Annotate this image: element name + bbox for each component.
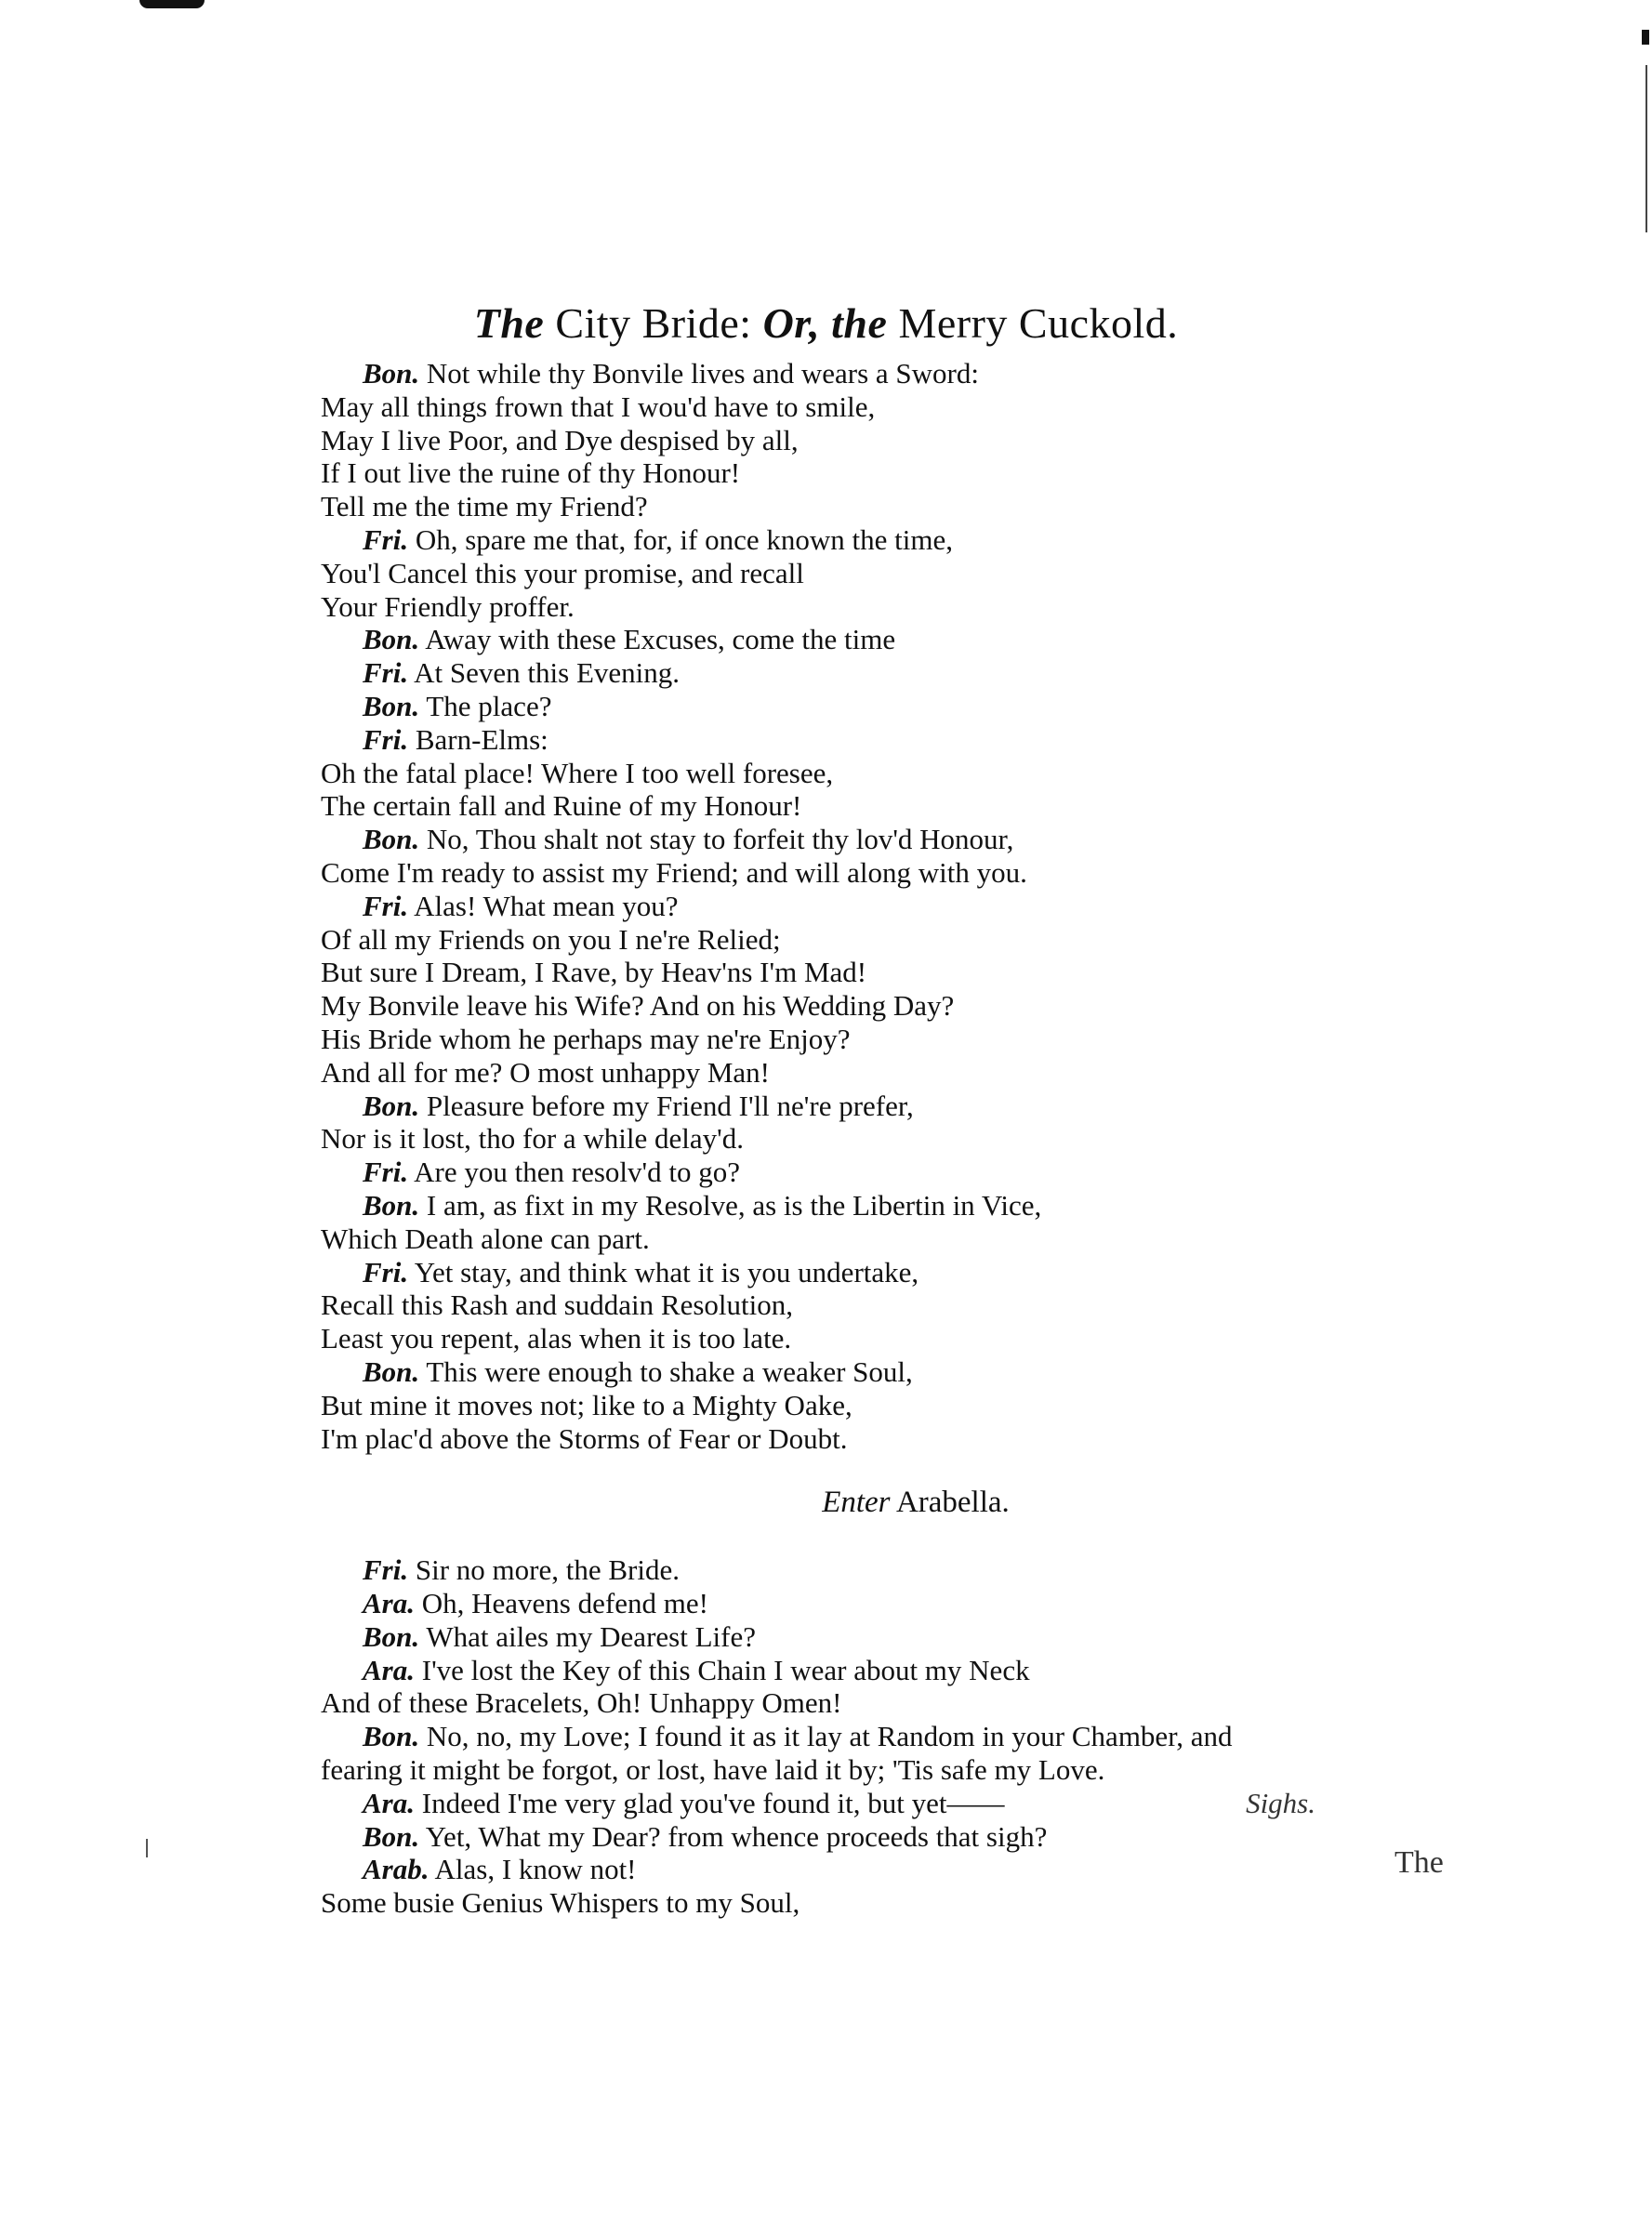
verse-line <box>321 1587 1474 1620</box>
verse-line <box>321 390 1474 424</box>
verse-line <box>321 1686 1474 1720</box>
speaker-name: Bon. <box>363 623 420 656</box>
line-content <box>321 1288 793 1321</box>
line-content <box>363 1355 913 1388</box>
speaker-name: Bon. <box>363 357 420 390</box>
verse-line <box>321 656 1474 690</box>
line-text: Least you repent, alas when it is too late. <box>321 1322 792 1355</box>
line-content <box>363 1620 756 1653</box>
line-text: Oh, spare me that, for, if once known the time, <box>408 522 953 556</box>
line-text: Of all my Friends on you I ne're Relied; <box>321 922 781 956</box>
verse-line <box>321 757 1474 790</box>
speaker-name: Arab. <box>363 1853 430 1886</box>
verse-line <box>321 1853 1474 1886</box>
dialogue-block-1 <box>321 357 1474 1455</box>
speaker-name: Ara. <box>363 1653 415 1686</box>
scan-rule-right <box>1645 65 1647 232</box>
scan-mark-top-right <box>1642 30 1649 45</box>
line-text: Come I'm ready to assist my Friend; and will along with you. <box>321 855 1027 889</box>
stage-direction <box>321 1470 1474 1535</box>
speaker-name: Ara. <box>363 1786 415 1819</box>
speaker-name: Bon. <box>363 1188 420 1222</box>
line-text: I've lost the Key of this Chain I wear about my Neck <box>415 1653 1030 1686</box>
speaker-name: Bon. <box>363 823 420 856</box>
verse-line <box>321 1288 1474 1322</box>
dialogue-block-2 <box>321 1553 1474 1920</box>
title-or-the: Or, the <box>762 299 888 347</box>
verse-line <box>321 1156 1474 1189</box>
line-content <box>321 1023 850 1055</box>
line-content <box>363 1553 680 1586</box>
line-content <box>321 456 740 489</box>
line-text: fearing it might be forgot, or lost, have laid it by; 'Tis safe my Love. <box>321 1753 1105 1787</box>
line-content <box>363 656 680 689</box>
verse-line <box>321 623 1474 656</box>
speaker-name: Bon. <box>363 1089 420 1122</box>
line-content <box>321 1322 791 1354</box>
speaker-name: Bon. <box>363 1819 420 1853</box>
line-text: Alas! What mean you? <box>408 889 679 922</box>
verse-line <box>321 1886 1474 1920</box>
verse-line <box>321 1023 1474 1056</box>
verse-line <box>321 789 1474 823</box>
verse-line <box>321 1355 1474 1389</box>
line-text: The certain fall and Ruine of my Honour! <box>321 789 802 823</box>
line-content <box>321 923 781 956</box>
verse-line <box>321 1787 1474 1820</box>
speaker-name: Fri. <box>363 522 409 556</box>
line-text: Your Friendly proffer. <box>321 589 575 623</box>
line-text: Pleasure before my Friend I'll ne're prefer, <box>419 1089 914 1122</box>
line-content <box>321 1222 650 1255</box>
speaker-name: Bon. <box>363 1720 420 1753</box>
line-text: Alas, I know not! <box>429 1853 637 1886</box>
line-content <box>363 823 1013 855</box>
line-content <box>321 1886 800 1919</box>
line-content <box>363 723 548 756</box>
speaker-name: Fri. <box>363 656 409 690</box>
line-text: This were enough to shake a weaker Soul, <box>419 1354 913 1388</box>
line-content <box>321 557 804 589</box>
line-content <box>321 390 875 423</box>
verse-line <box>321 1322 1474 1355</box>
verse-line <box>321 956 1474 989</box>
stage-direction-name: Arabella. <box>890 1486 1010 1520</box>
verse-line <box>321 823 1474 856</box>
line-text: You'l Cancel this your promise, and recall <box>321 556 804 589</box>
verse-line <box>321 723 1474 757</box>
verse-line <box>321 856 1474 890</box>
verse-line <box>321 1820 1474 1854</box>
verse-line <box>321 1654 1474 1687</box>
stage-aside: Sighs. <box>1246 1786 1315 1819</box>
speaker-name: Fri. <box>363 1553 409 1587</box>
line-text: At Seven this Evening. <box>408 656 681 690</box>
line-content <box>321 789 801 822</box>
line-content <box>321 989 954 1022</box>
line-content <box>363 1654 1030 1686</box>
line-content <box>321 1753 1104 1786</box>
line-text: Nor is it lost, tho for a while delay'd. <box>321 1122 745 1156</box>
line-text: And of these Bracelets, Oh! Unhappy Omen! <box>321 1686 842 1720</box>
line-text: Are you then resolv'd to go? <box>408 1156 740 1189</box>
line-content <box>321 956 866 988</box>
line-content <box>363 1156 740 1188</box>
verse-line <box>321 590 1474 624</box>
line-content <box>321 424 799 456</box>
line-text: Some busie Genius Whispers to my Soul, <box>321 1886 800 1920</box>
line-content <box>363 1256 919 1288</box>
line-text: I am, as fixt in my Resolve, as is the Libertin in Vice, <box>419 1188 1042 1222</box>
verse-line <box>321 456 1474 490</box>
line-content <box>363 357 979 390</box>
speaker-name: Fri. <box>363 1156 409 1189</box>
line-text: Not while thy Bonvile lives and wears a Sword: <box>419 357 979 390</box>
verse-line <box>321 1620 1474 1654</box>
line-content <box>321 1122 744 1155</box>
line-text: But sure I Dream, I Rave, by Heav'ns I'm Mad! <box>321 956 867 989</box>
speaker-name: Bon. <box>363 689 420 722</box>
line-content <box>363 1189 1041 1222</box>
verse-line <box>321 1222 1474 1256</box>
line-content <box>363 1090 914 1122</box>
line-text: Away with these Excuses, come the time <box>419 623 896 656</box>
line-text: Yet stay, and think what it is you undertake, <box>408 1255 919 1288</box>
title-the: The <box>473 299 545 347</box>
line-text: Sir no more, the Bride. <box>408 1553 680 1587</box>
line-text: Barn-Elms: <box>408 722 548 756</box>
verse-line <box>321 357 1474 390</box>
line-text: Recall this Rash and suddain Resolution, <box>321 1288 794 1322</box>
line-content <box>321 1056 770 1089</box>
verse-line <box>321 1256 1474 1289</box>
line-text: Oh, Heavens defend me! <box>415 1587 708 1620</box>
line-content <box>363 523 953 556</box>
line-text: If I out live the ruine of thy Honour! <box>321 456 741 490</box>
line-text: What ailes my Dearest Life? <box>419 1619 756 1653</box>
line-content <box>363 1820 1047 1853</box>
play-text <box>321 357 1474 1920</box>
verse-line <box>321 923 1474 957</box>
verse-line <box>321 1090 1474 1123</box>
speaker-name: Bon. <box>363 1619 420 1653</box>
verse-line <box>321 490 1474 523</box>
line-content <box>321 1422 847 1455</box>
line-text: May all things frown that I wou'd have to smile, <box>321 390 876 423</box>
line-content <box>321 856 1027 889</box>
line-text: I'm plac'd above the Storms of Fear or Doubt. <box>321 1421 848 1455</box>
line-content <box>321 1686 841 1719</box>
verse-line <box>321 523 1474 557</box>
scan-mark-left <box>146 1839 148 1857</box>
verse-line <box>321 1389 1474 1422</box>
speaker-name: Bon. <box>363 1354 420 1388</box>
speaker-name: Fri. <box>363 889 409 922</box>
line-content <box>363 1787 1004 1820</box>
line-text: No, Thou shalt not stay to forfeit thy lov'd Honour, <box>419 823 1014 856</box>
speaker-name: Ara. <box>363 1587 415 1620</box>
verse-line <box>321 1056 1474 1090</box>
stage-direction-verb: Enter <box>822 1486 891 1520</box>
line-text: May I live Poor, and Dye despised by all, <box>321 423 799 456</box>
verse-line <box>321 557 1474 590</box>
line-content <box>321 590 575 623</box>
line-text: My Bonvile leave his Wife? And on his Wedding Day? <box>321 989 955 1023</box>
line-text: Which Death alone can part. <box>321 1222 650 1255</box>
line-content <box>363 690 551 722</box>
title-city-bride: City Bride: <box>544 299 763 347</box>
verse-line <box>321 1553 1474 1587</box>
speaker-name: Fri. <box>363 722 409 756</box>
line-content <box>363 1587 708 1619</box>
catchword: The <box>1394 1845 1444 1880</box>
scan-mark-top-left <box>139 0 205 8</box>
verse-line <box>321 989 1474 1023</box>
line-text: The place? <box>419 689 552 722</box>
verse-line <box>321 1122 1474 1156</box>
line-text: Oh the fatal place! Where I too well foresee, <box>321 756 834 789</box>
verse-line <box>321 1422 1474 1456</box>
line-text: Indeed I'me very glad you've found it, but yet—— <box>415 1786 1005 1819</box>
line-content <box>363 1853 637 1885</box>
running-title <box>0 296 1652 351</box>
line-content <box>363 1720 1233 1752</box>
line-content <box>363 890 679 922</box>
line-text: His Bride whom he perhaps may ne're Enjoy? <box>321 1022 851 1055</box>
line-text: And all for me? O most unhappy Man! <box>321 1055 770 1089</box>
verse-line <box>321 1720 1474 1753</box>
verse-line <box>321 1753 1474 1787</box>
speaker-name: Fri. <box>363 1255 409 1288</box>
verse-line <box>321 1189 1474 1222</box>
line-content <box>321 490 648 522</box>
line-text: Tell me the time my Friend? <box>321 490 648 523</box>
line-content <box>321 757 833 789</box>
line-content <box>321 1389 852 1421</box>
verse-line <box>321 690 1474 723</box>
line-text: No, no, my Love; I found it as it lay at Random in your Chamber, and <box>419 1720 1233 1753</box>
line-text: Yet, What my Dear? from whence proceeds that sigh? <box>419 1819 1048 1853</box>
line-text: But mine it moves not; like to a Mighty Oake, <box>321 1388 852 1421</box>
verse-line <box>321 890 1474 923</box>
verse-line <box>321 424 1474 457</box>
line-content <box>363 623 895 655</box>
title-merry-cuckold: Merry Cuckold. <box>887 299 1179 347</box>
